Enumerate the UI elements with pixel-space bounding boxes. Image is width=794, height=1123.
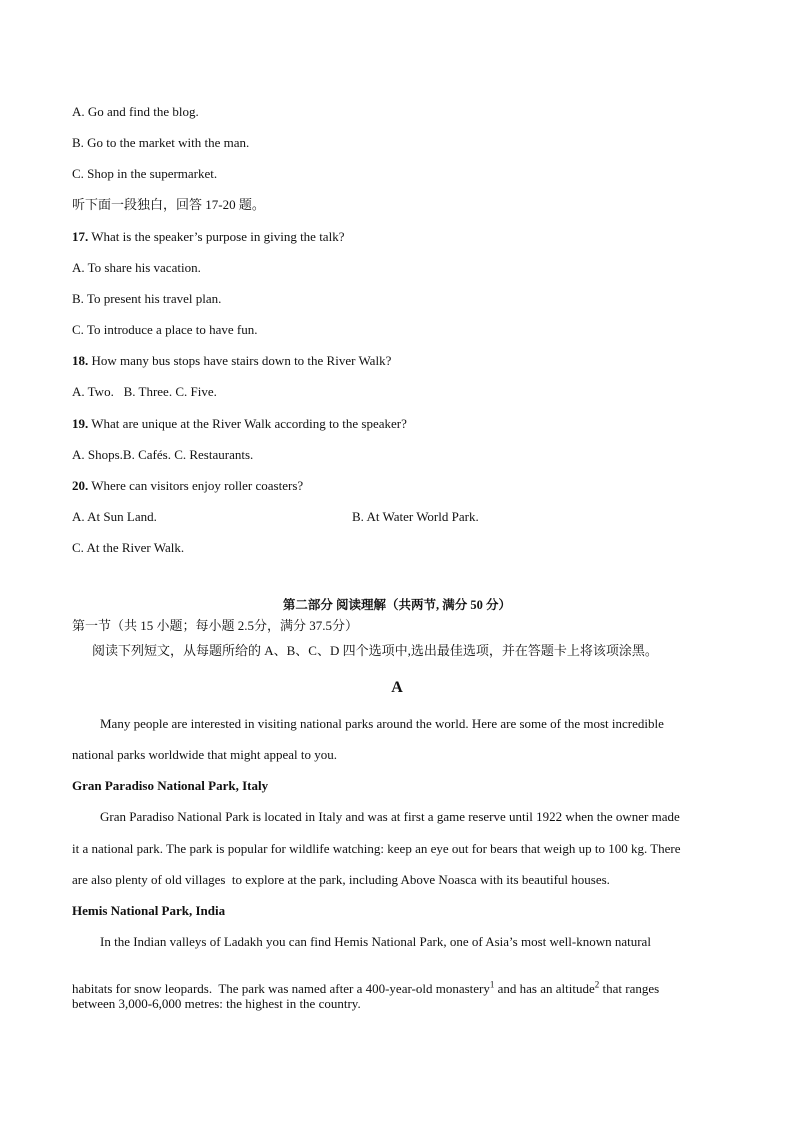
park-1-line-2: it a national park. The park is popular for wildlife watching: keep an eye out for bears that weigh up to 100 kg. There (72, 841, 681, 856)
footnote-marker-1: 1 (489, 979, 495, 990)
section-one-heading: 第一节（共 15 小题；每小题 2.5分，满分 37.5分） (72, 618, 359, 633)
passage-intro-line-2: national parks worldwide that might appeal to you. (72, 747, 337, 762)
question-number: 20. (72, 478, 89, 493)
park-2-line-2 (72, 965, 659, 997)
q19-options: A. Shops.B. Cafés. C. Restaurants. (72, 447, 254, 462)
park-1-title: Gran Paradiso National Park, Italy (72, 778, 269, 793)
question-number: 18. (72, 353, 89, 368)
park-2-line-2-text-b: and has an altitude (494, 981, 595, 996)
question-19 (72, 416, 407, 432)
question-18 (72, 353, 391, 369)
footnote-marker-2: 2 (594, 979, 600, 990)
park-1-line-1: Gran Paradiso National Park is located in Italy and was at first a game reserve until 1922 when the owner made (100, 809, 680, 824)
q17-option-b: B. To present his travel plan. (72, 291, 222, 306)
park-2-line-2-text-c: that ranges (599, 981, 660, 996)
park-2-title: Hemis National Park, India (72, 903, 226, 918)
question-text: What is the speaker’s purpose in giving the talk? (91, 229, 345, 244)
q16-option-c: C. Shop in the supermarket. (72, 166, 218, 181)
passage-intro-line-1: Many people are interested in visiting national parks around the world. Here are some of the most incredible (100, 716, 664, 731)
q20-option-a: A. At Sun Land. (72, 509, 157, 524)
question-text: Where can visitors enjoy roller coasters? (91, 478, 304, 493)
question-text: What are unique at the River Walk according to the speaker? (91, 416, 407, 431)
park-1-line-3: are also plenty of old villages to explore at the park, including Above Noasca with its beautiful houses. (72, 872, 610, 887)
question-17 (72, 229, 344, 245)
question-20 (72, 478, 303, 494)
q17-option-a: A. To share his vacation. (72, 260, 201, 275)
q16-option-a: A. Go and find the blog. (72, 104, 199, 119)
part-two-heading: 第二部分 阅读理解（共两节, 满分 50 分） (282, 598, 512, 612)
q20-option-c: C. At the River Walk. (72, 540, 185, 555)
q18-options: A. Two. B. Three. C. Five. (72, 384, 217, 399)
passage-label: A (391, 679, 403, 696)
monologue-instruction: 听下面一段独白，回答 17-20 题。 (72, 197, 265, 212)
question-number: 17. (72, 229, 89, 244)
park-2-line-3: between 3,000-6,000 metres: the highest in the country. (72, 996, 361, 1011)
question-number: 19. (72, 416, 89, 431)
q16-option-b: B. Go to the market with the man. (72, 135, 250, 150)
q20-option-b: B. At Water World Park. (352, 509, 479, 524)
reading-instruction: 阅读下列短文，从每题所给的 A、B、C、D 四个选项中,选出最佳选项，并在答题卡上将该项涂黑。 (92, 643, 658, 658)
question-text: How many bus stops have stairs down to the River Walk? (91, 353, 392, 368)
park-2-line-1: In the Indian valleys of Ladakh you can find Hemis National Park, one of Asia’s most well-known natural (100, 934, 651, 949)
q17-option-c: C. To introduce a place to have fun. (72, 322, 258, 337)
park-2-line-2-text-a: habitats for snow leopards. The park was named after a 400-year-old monastery (72, 981, 490, 996)
